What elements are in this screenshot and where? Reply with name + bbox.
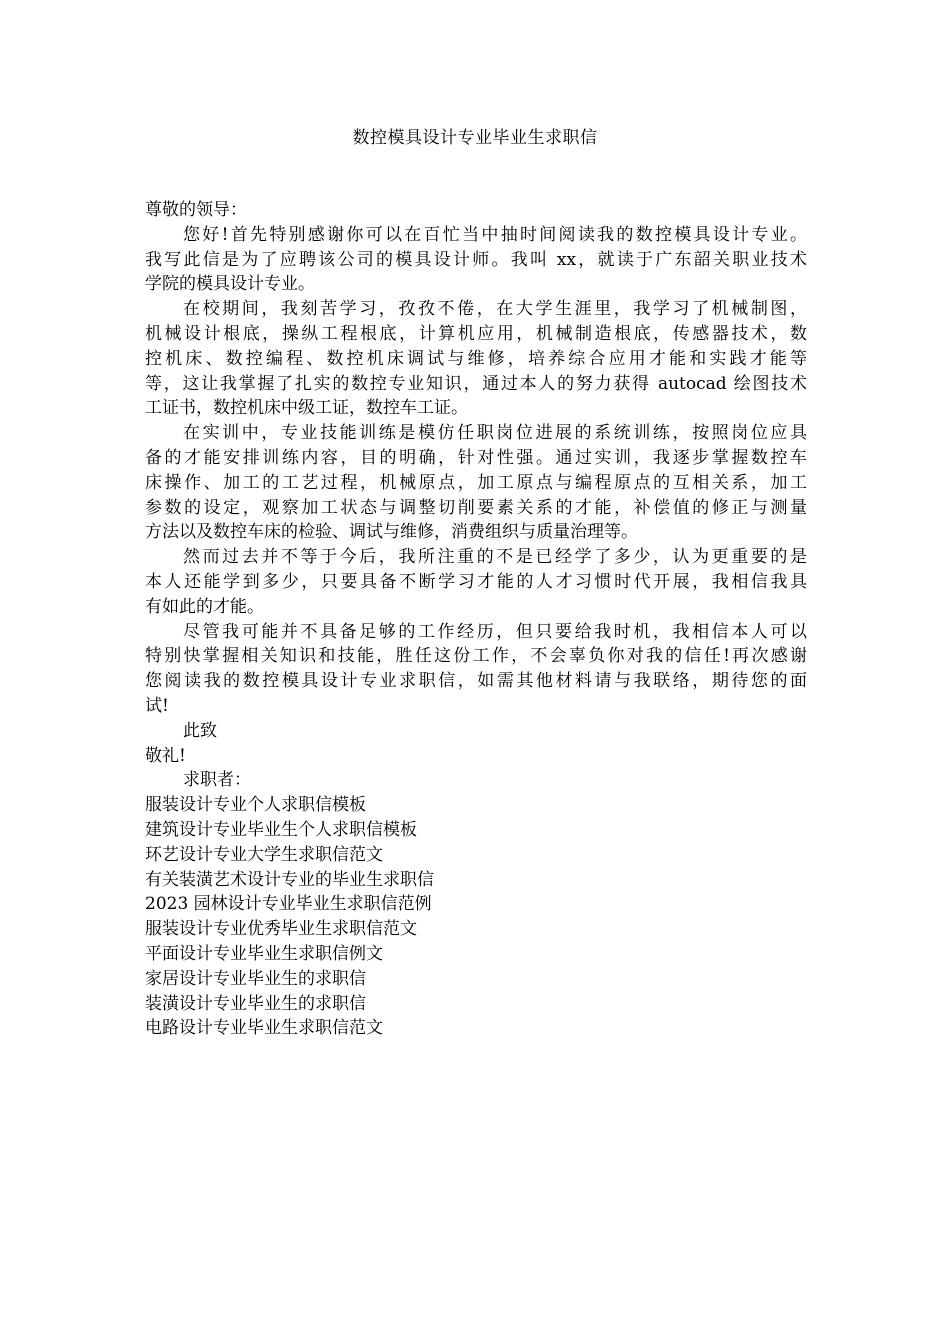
paragraph-line: 等，这让我掌握了扎实的数控专业知识，通过本人的努力获得 autocad 绘图技术 xyxy=(145,373,807,394)
paragraph-line: 控机床、数控编程、数控机床调试与维修，培养综合应用才能和实践才能等 xyxy=(145,348,807,369)
page-title: 数控模具设计专业毕业生求职信 xyxy=(352,128,598,148)
letter-body xyxy=(145,198,807,1041)
paragraph-line: 试! xyxy=(145,695,169,716)
paragraph-line: 工证书，数控机床中级工证，数控车工证。 xyxy=(145,398,468,419)
related-link[interactable]: 服装设计专业优秀毕业生求职信范文 xyxy=(145,919,417,940)
paragraph-line: 特别快掌握相关知识和技能，胜任这份工作，不会辜负你对我的信任!再次感谢 xyxy=(145,646,807,667)
related-links-list xyxy=(145,793,807,1041)
related-link[interactable]: 环艺设计专业大学生求职信范文 xyxy=(145,844,383,865)
paragraph-line: 参数的设定，观察加工状态与调整切削要素关系的才能，补偿值的修正与测量 xyxy=(145,497,807,518)
related-link[interactable]: 电路设计专业毕业生求职信范文 xyxy=(145,1018,383,1039)
closing-regards: 此致 xyxy=(183,720,217,741)
paragraph-line: 有如此的才能。 xyxy=(145,596,264,617)
paragraph-2 xyxy=(145,297,807,421)
paragraph-line: 方法以及数控车床的检验、调试与维修，消费组织与质量治理等。 xyxy=(145,522,638,543)
related-link[interactable]: 有关装潢艺术设计专业的毕业生求职信 xyxy=(145,869,434,890)
paragraph-line: 在校期间，我刻苦学习，孜孜不倦，在大学生涯里，我学习了机械制图， xyxy=(183,299,807,320)
related-link[interactable]: 平面设计专业毕业生求职信例文 xyxy=(145,943,383,964)
paragraph-5 xyxy=(145,620,807,719)
paragraph-4 xyxy=(145,545,807,619)
related-link[interactable]: 建筑设计专业毕业生个人求职信模板 xyxy=(145,819,417,840)
paragraph-line: 备的才能安排训练内容，目的明确，针对性强。通过实训，我逐步掌握数控车 xyxy=(145,447,807,468)
signature-label: 求职者： xyxy=(183,770,251,791)
closing-salute: 敬礼! xyxy=(145,745,186,766)
paragraph-line: 然而过去并不等于今后，我所注重的不是已经学了多少，认为更重要的是 xyxy=(183,547,807,568)
paragraph-line: 床操作、加工的工艺过程，机械原点，加工原点与编程原点的互相关系，加工 xyxy=(145,472,807,493)
paragraph-line: 学院的模具设计专业。 xyxy=(145,274,315,295)
paragraph-line: 我写此信是为了应聘该公司的模具设计师。我叫 xx，就读于广东韶关职业技术 xyxy=(145,249,807,270)
related-link[interactable]: 2023 园林设计专业毕业生求职信范例 xyxy=(145,894,432,915)
salutation: 尊敬的领导： xyxy=(145,200,247,220)
related-link[interactable]: 装潢设计专业毕业生的求职信 xyxy=(145,993,366,1014)
paragraph-line: 在实训中，专业技能训练是模仿任职岗位进展的系统训练，按照岗位应具 xyxy=(183,423,807,444)
related-link[interactable]: 家居设计专业毕业生的求职信 xyxy=(145,968,366,989)
paragraph-line: 您好!首先特别感谢你可以在百忙当中抽时间阅读我的数控模具设计专业。 xyxy=(183,224,807,245)
paragraph-3 xyxy=(145,421,807,545)
related-link[interactable]: 服装设计专业个人求职信模板 xyxy=(145,795,366,816)
paragraph-line: 尽管我可能并不具备足够的工作经历，但只要给我时机，我相信本人可以 xyxy=(183,621,807,642)
paragraph-line: 机械设计根底，操纵工程根底，计算机应用，机械制造根底，传感器技术，数 xyxy=(145,323,807,344)
paragraph-line: 本人还能学到多少，只要具备不断学习才能的人才习惯时代开展，我相信我具 xyxy=(145,571,807,592)
paragraph-1 xyxy=(145,223,807,297)
paragraph-line: 您阅读我的数控模具设计专业求职信，如需其他材料请与我联络，期待您的面 xyxy=(145,671,807,692)
